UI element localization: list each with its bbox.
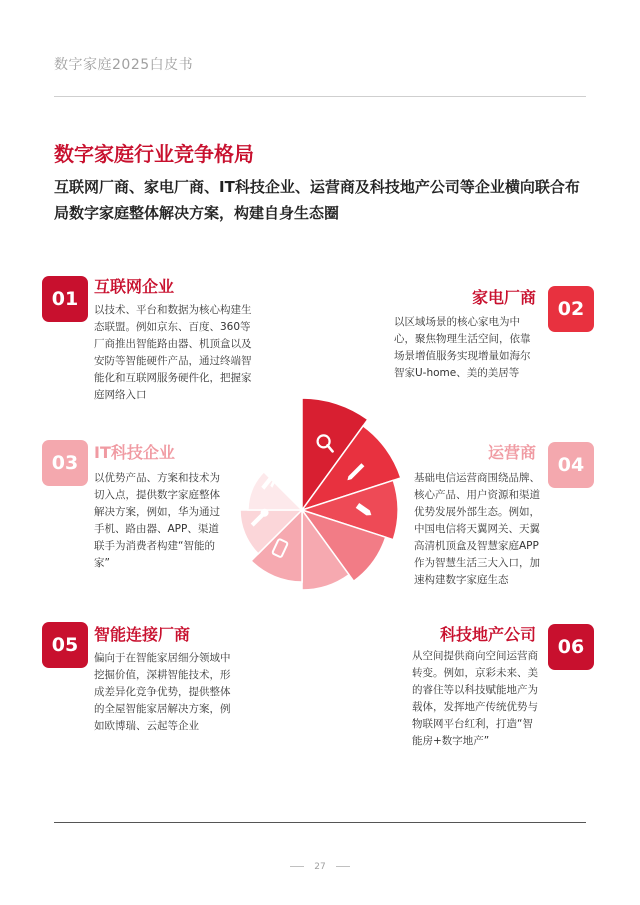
document-header-title: 数字家庭2025白皮书 [54,57,194,73]
item-06-desc: 从空间提供商向空间运营商转变。例如，京彩未来、美的睿住等以科技赋能地产为载体，发挥地产传统优势与物联网平台红利，打造“智能房+数字地产” [412,650,538,747]
page-dash-right [336,866,350,867]
item-02-title: 家电厂商 [471,288,536,307]
footer-divider [54,822,586,823]
section-title: 数字家庭行业竞争格局 [54,142,254,166]
item-06-badge: 06 [548,624,594,670]
item-01-title: 互联网企业 [94,277,175,296]
competition-wheel [222,392,418,608]
item-05-desc: 偏向于在智能家居细分领域中挖掘价值，深耕智能技术，形成差异化竞争优势，提供整体的全屋智能家居解决方案，例如欧博瑞、云起等企业 [94,652,231,732]
item-04-badge: 04 [548,442,594,488]
item-01-desc: 以技术、平台和数据为核心构建生态联盟。例如京东、百度、360等厂商推出智能路由器、机顶盒以及安防等智能硬件产品，通过终端智能化和互联网服务硬件化，把握家庭网络入口 [94,304,252,401]
item-05-badge: 05 [42,622,88,668]
item-02-desc: 以区域场景的核心家电为中心，聚焦物理生活空间，依靠场景增值服务实现增量如海尔智家U-home、美的美居等 [394,316,531,379]
item-01-badge: 01 [42,276,88,322]
item-04-title: 运营商 [487,443,536,462]
item-02-badge: 02 [548,286,594,332]
item-03-title: IT科技企业 [94,443,175,462]
page-dash-left [290,866,304,867]
item-03-desc: 以优势产品、方案和技术为切入点，提供数字家庭整体解决方案，例如，华为通过手机、路由器、APP、渠道联手为消费者构建“智能的家” [94,472,220,569]
wheel-segment [248,472,302,510]
page-number: 27 [314,862,326,872]
item-04-desc: 基础电信运营商围绕品牌、核心产品、用户资源和渠道优势发展外部生态。例如，中国电信将天翼网关、天翼高清机顶盒及智慧家庭APP作为智慧生活三大入口，加速构建数字家庭生态 [414,472,540,586]
item-06-title: 科技地产公司 [439,625,536,644]
section-subtitle: 互联网厂商、家电厂商、IT科技企业、运营商及科技地产公司等企业横向联合布局数字家庭整体解决方案，构建自身生态圈 [54,178,580,222]
page-number-row [0,862,640,872]
item-03-badge: 03 [42,440,88,486]
item-05-title: 智能连接厂商 [94,625,191,644]
header-divider [54,96,586,97]
